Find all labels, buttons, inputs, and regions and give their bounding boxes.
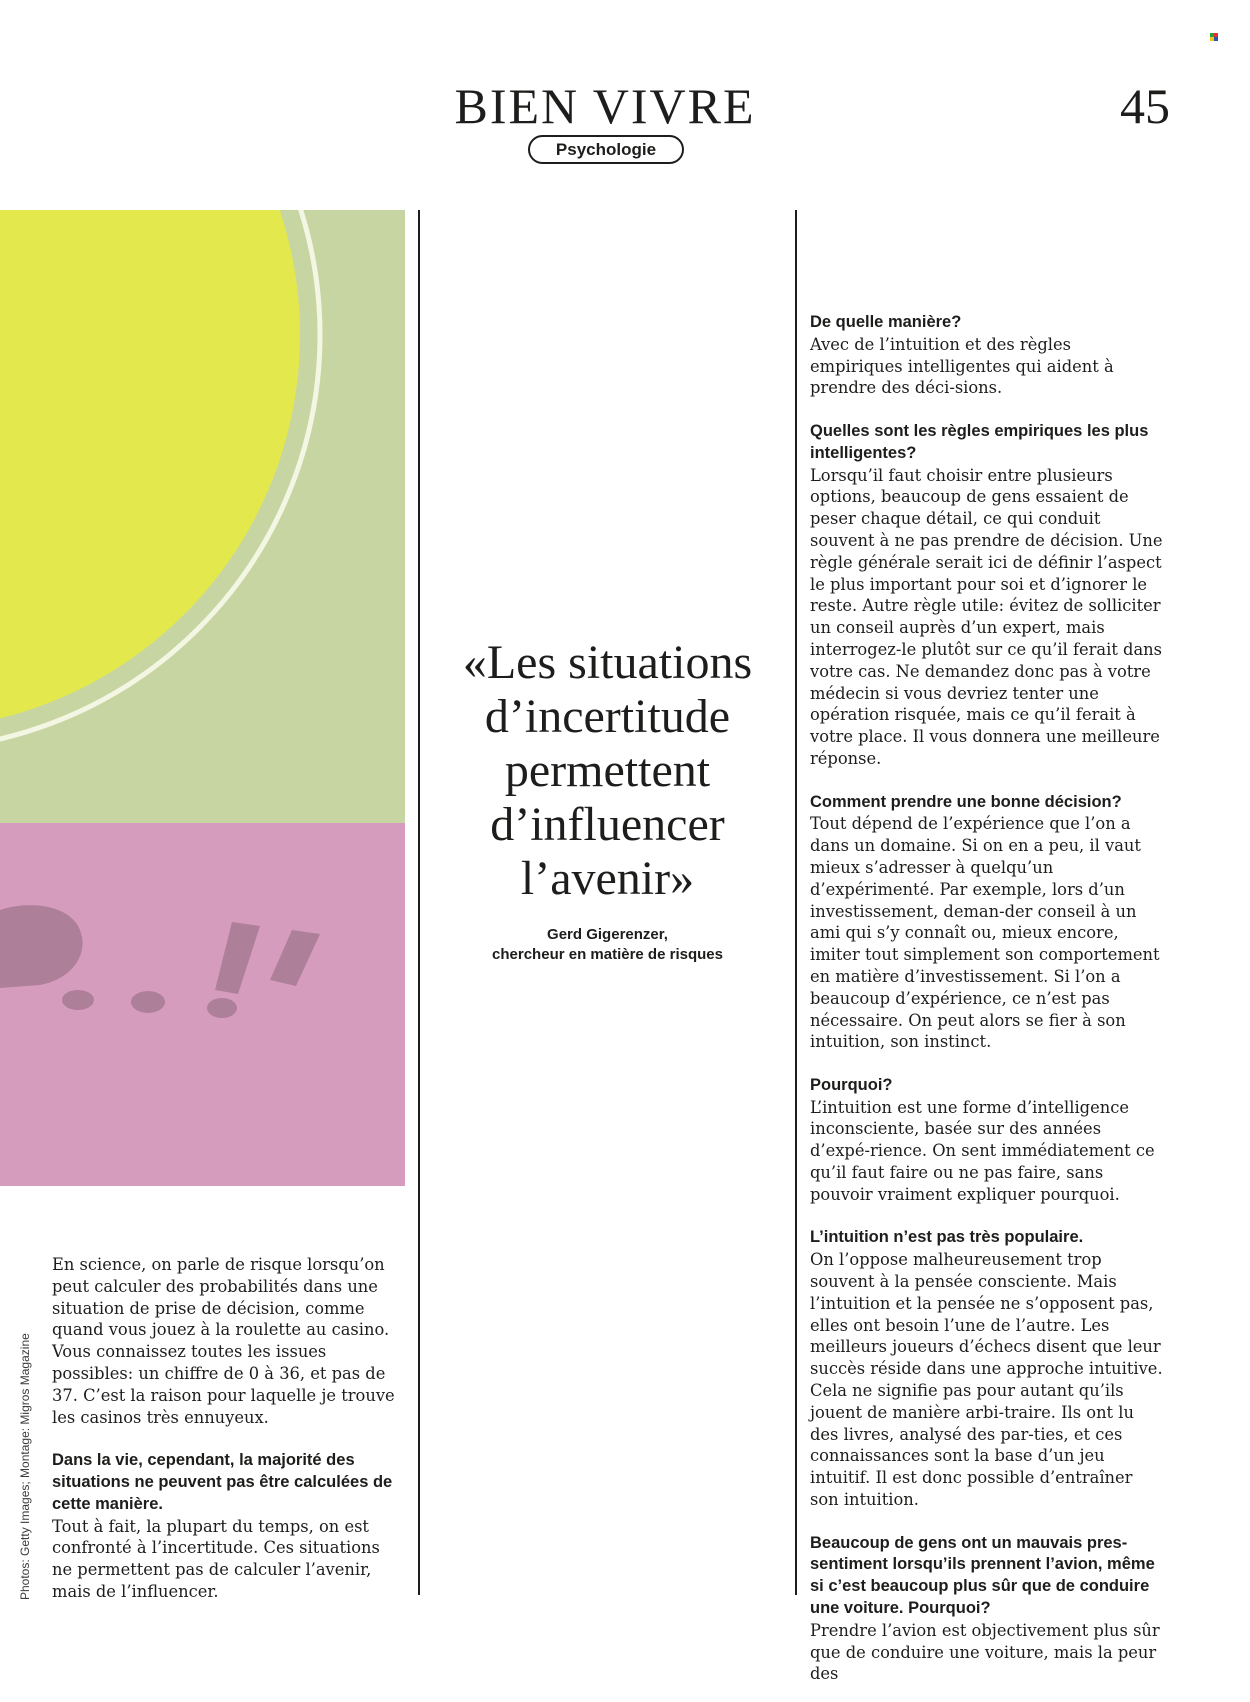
interview-answer: Tout dépend de l’expérience que l’on a dans un domaine. Si on en a peu, il vaut mieux s’adresser à quelqu’un d’expérimenté. Par exemple, lors d’un investissement, deman-der conseil à un ami qui s’y connaît ou, mieux encore, imiter tout simplement son comportement en matière d’investissement. Si l’on a beaucoup d’expérience, ce n’est pas nécessaire. On peut alors se fier à son intuition, son instinct.: [810, 814, 1160, 1052]
interview-question: Beaucoup de gens ont un mauvais pres-sentiment lorsqu’ils prennent l’avion, même si c’est beaucoup plus sûr que de conduire une voiture. Pourquoi?: [810, 1533, 1155, 1618]
color-registration-mark: [1210, 33, 1218, 41]
pull-quote-line: d’incertitude: [484, 690, 731, 743]
pull-quote-line: l’avenir»: [520, 852, 695, 905]
qa-block: [810, 1075, 1165, 1206]
illustration-art: [0, 210, 405, 1186]
intro-paragraph: En science, on parle de risque lorsqu’on peut calculer des probabilités dans une situation de prise de décision, comme quand vous jouez à la roulette au casino. Vous connaissez toutes les issues possibles: un chiffre de 0 à 36, et pas de 37. C’est la raison pour laquelle je trouve les casinos très ennuyeux.: [52, 1255, 395, 1427]
interview-question: Pourquoi?: [810, 1075, 893, 1094]
interview-answer: L’intuition est une forme d’intelligence inconsciente, basée sur des années d’expé-rience. On sent immédiatement ce qu’il faut faire ou ne pas faire, sans pouvoir vraiment expliquer pourquoi.: [810, 1097, 1155, 1204]
interview-question: Comment prendre une bonne décision?: [810, 792, 1122, 811]
qa-block: [810, 1533, 1165, 1686]
column-divider-left: [418, 210, 420, 1595]
photo-credit: Photos: Getty Images; Montage: Migros Magazine: [18, 1333, 32, 1600]
section-tag-badge: Psychologie: [528, 135, 684, 164]
qa-block: [810, 312, 1165, 399]
pull-quote-line: permettent: [504, 744, 711, 797]
interview-answer: On l’oppose malheureusement trop souvent à la pensée consciente. Mais l’intuition et la pensée ne s’opposent pas, elles ont besoin l’une de l’autre. Les meilleurs joueurs d’échecs disent que leur succès réside dans une approche intuitive. Cela ne signifie pas pour autant qu’ils jouent de manière arbi-traire. Ils ont lu des livres, analysé des par-ties, et ces connaissances sont la base d’un jeu intuitif. Il est donc possible d’entraîner son intuition.: [810, 1250, 1163, 1510]
interview-question: Quelles sont les règles empiriques les plus intelligentes?: [810, 421, 1149, 462]
interview-answer: Lorsqu’il faut choisir entre plusieurs options, beaucoup de gens essaient de peser chaque détail, ce qui conduit souvent à ne pas prendre de décision. Une règle générale serait ici de définir l’aspect le plus important pour soi et d’ignorer le reste. Autre règle utile: évitez de solliciter un conseil auprès d’un expert, mais interrogez-le plutôt sur ce qu’il ferait dans votre cas. Ne demandez donc pas à votre médecin si vous devriez tenter une opération risquée, mais ce qu’il ferait à votre place. Il vous donnera une meilleure réponse.: [810, 465, 1163, 768]
illustration-pink-area: [0, 823, 405, 1186]
qa-block: [52, 1450, 402, 1603]
left-column: [52, 1254, 402, 1625]
pull-quote-line: «Les situations: [462, 636, 753, 689]
section-title: BIEN VIVRE: [454, 78, 756, 134]
right-column: [810, 312, 1165, 1685]
column-divider-right: [795, 210, 797, 1595]
pull-quote-line: d’influencer: [490, 798, 725, 851]
quote-author-role: chercheur en matière de risques: [492, 946, 723, 963]
interview-answer: Tout à fait, la plupart du temps, on est confronté à l’incertitude. Ces situations ne permettent pas de calculer l’avenir, mais de l’influencer.: [52, 1516, 380, 1601]
quote-author-name: Gerd Gigerenzer,: [547, 926, 668, 943]
interview-answer: Prendre l’avion est objectivement plus sûr que de conduire une voiture, mais la peur des: [810, 1620, 1160, 1684]
interview-question: Dans la vie, cependant, la majorité des situations ne peuvent pas être calculées de cette manière.: [52, 1451, 393, 1513]
roulette-illustration: [0, 210, 405, 1186]
qa-block: [810, 1227, 1165, 1510]
pull-quote: [430, 636, 785, 906]
interview-question: L’intuition n’est pas très populaire.: [810, 1228, 1084, 1247]
qa-block: [810, 792, 1165, 1054]
quote-attribution: [430, 925, 785, 965]
qa-block: [810, 421, 1165, 770]
page-number: 45: [1120, 78, 1170, 134]
interview-answer: Avec de l’intuition et des règles empiriques intelligentes qui aident à prendre des déci-sions.: [810, 334, 1114, 398]
interview-question: De quelle manière?: [810, 313, 962, 331]
